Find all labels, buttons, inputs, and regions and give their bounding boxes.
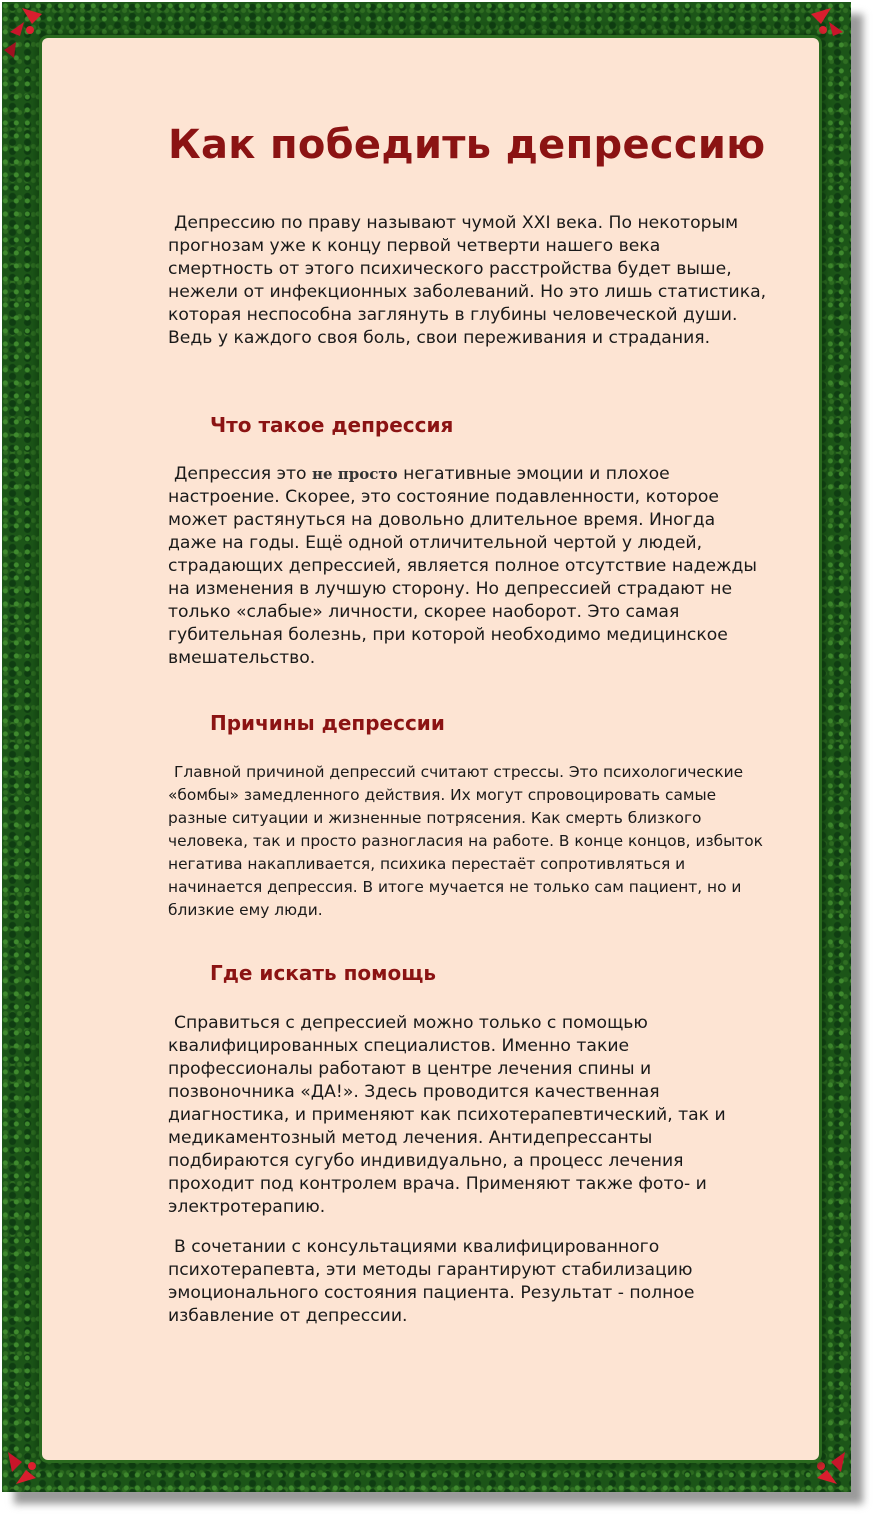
emphasis-text: не просто [312, 465, 398, 483]
section-paragraph-result: В сочетании с консультациями квалифицированного психотерапевта, эти методы гарантируют стабилизацию эмоционального состояния пациента. Результат - полное избавление от депрессии. [168, 1237, 695, 1326]
page-title: Как победить депрессию [168, 122, 766, 168]
section-heading-help: Где искать помощь [210, 961, 436, 985]
section-paragraph-causes: Главной причиной депрессий считают стрессы. Это психологические «бомбы» замедленного действия. Их могут спровоцировать самые разные ситуации и жизненные потрясения. Как смерть близкого человека, так и просто разногласия на работе. В конце концов, избыток негатива накапливается, психика перестаёт сопротивляться и начинается депрессия. В итоге мучается не только сам пациент, но и близкие ему люди. [168, 763, 763, 919]
section-paragraph-help: Справиться с депрессией можно только с помощью квалифицированных специалистов. Именно такие профессионалы работают в центре лечения спины и позвоночника «ДА!». Здесь проводится качественная диагностика, и применяют как психотерапевтический, так и медикаментозный метод лечения. Антидепрессанты подбираются сугубо индивидуально, а процесс лечения проходит под контролем врача. Применяют также фото- и электротерапию. [168, 1013, 726, 1217]
text-fragment: Депрессия это [174, 464, 313, 484]
intro-paragraph: Депрессию по праву называют чумой XXI века. По некоторым прогнозам уже к концу первой четверти нашего века смертность от этого психического расстройства будет выше, нежели от инфекционных заболеваний. Но это лишь статистика, которая неспособна заглянуть в глубины человеческой души. Ведь у каждого своя боль, свои переживания и страдания. [168, 213, 767, 348]
section-paragraph-what-is [168, 463, 768, 670]
section-heading-what-is: Что такое депрессия [210, 413, 454, 437]
section-heading-causes: Причины депрессии [210, 711, 445, 735]
text-fragment: негативные эмоции и плохое настроение. Скорее, это состояние подавленности, которое может растянуться на довольно длительное время. Иногда даже на годы. Ещё одной отличительной чертой у людей, страдающих депрессией, является полное отсутствие надежды на изменения в лучшую сторону. Но депрессией страдают не только «слабые» личности, скорее наоборот. Это самая губительная болезнь, при которой необходимо медицинское вмешательство. [168, 464, 757, 668]
